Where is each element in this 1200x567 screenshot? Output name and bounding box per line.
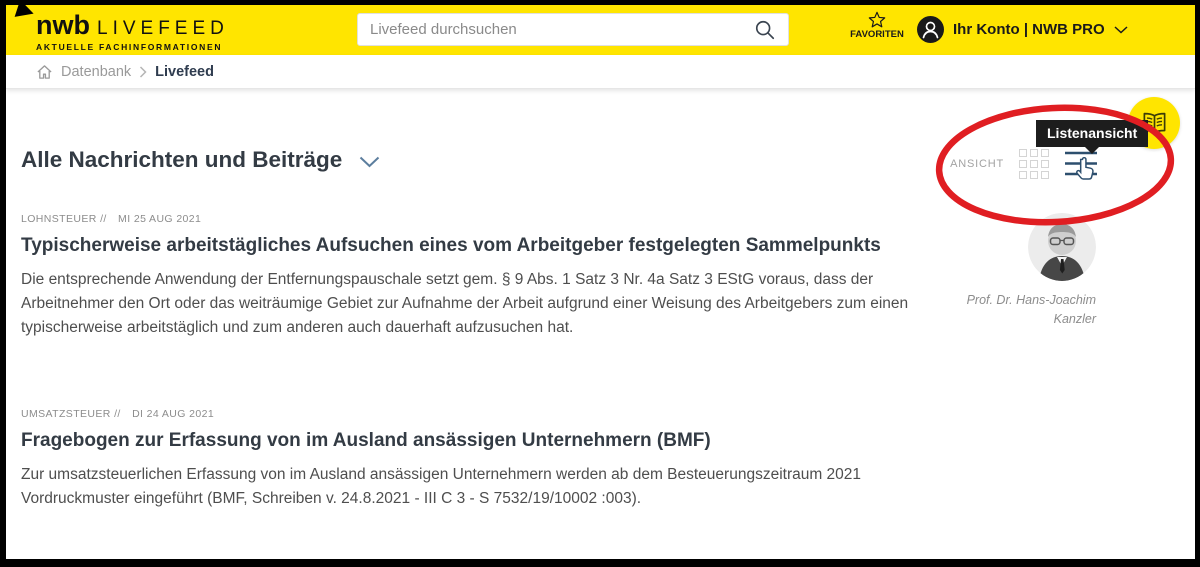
article-category: LOHNSTEUER // (21, 213, 107, 225)
article-date: DI 24 AUG 2021 (132, 407, 215, 420)
nwb-livefeed-logo[interactable] (36, 12, 229, 52)
page (6, 5, 1195, 559)
home-icon[interactable] (36, 64, 53, 80)
article-kicker (21, 408, 941, 420)
breadcrumb-item-datenbank[interactable]: Datenbank (61, 63, 132, 80)
main-content (6, 89, 1195, 559)
author-link[interactable] (946, 213, 1096, 330)
search-icon[interactable] (748, 19, 788, 41)
top-navigation-bar (6, 5, 1195, 55)
author-portrait-image (1028, 213, 1096, 281)
article-item (6, 408, 1195, 511)
breadcrumb-item-livefeed: Livefeed (155, 63, 214, 80)
view-label: ANSICHT (950, 158, 1004, 170)
article-date: MI 25 AUG 2021 (118, 213, 202, 225)
cursor-triangle-icon (15, 5, 37, 22)
page-title: Alle Nachrichten und Beiträge (21, 147, 343, 172)
account-menu[interactable] (917, 16, 1128, 43)
breadcrumb (6, 55, 1195, 89)
search-input[interactable] (358, 21, 748, 38)
user-avatar-icon (917, 16, 944, 43)
view-switcher (950, 149, 1098, 179)
account-label: Ihr Konto | NWB PRO (953, 21, 1105, 38)
logo-tagline: AKTUELLE FACHINFORMATIONEN (36, 42, 223, 52)
grid-view-button[interactable] (1019, 149, 1049, 179)
article-kicker (21, 213, 941, 225)
article-title-link[interactable]: Fragebogen zur Erfassung von im Ausland ansässigen Unternehmern (BMF) (21, 429, 711, 451)
article-category: UMSATZSTEUER // (21, 407, 121, 420)
logo-brand-text: nwb (36, 10, 90, 40)
logo-product-text: LIVEFEED (97, 18, 229, 39)
article-teaser: Die entsprechende Anwendung der Entfernungspauschale setzt gem. § 9 Abs. 1 Satz 3 Nr. 4a Satz 3 EStG voraus, dass der Arbeitnehmer den Ort oder das weiträumige Gebiet zur Aufnahme der Arbeit aufgrund einer Weisung des Arbeitgebers zum einen typischerweise arbeitstäglich und zum anderen auch dauerhaft aufzusuchen hat. (21, 270, 909, 336)
breadcrumb-separator-icon (139, 66, 147, 78)
article-teaser: Zur umsatzsteuerlichen Erfassung von im Ausland ansässigen Unternehmern werden ab dem Besteuerungszeitraum 2021 Vordruckmuster eingeführt (BMF, Schreiben v. 24.8.2021 - III C 3 - S 7532/19/10002 :003). (21, 465, 862, 507)
article-title-link[interactable]: Typischerweise arbeitstägliches Aufsuchen eines vom Arbeitgeber festgelegten Sammelpunkts (21, 235, 881, 256)
chevron-down-icon (1114, 26, 1128, 34)
star-icon (868, 11, 886, 28)
title-dropdown-chevron-icon[interactable] (359, 156, 380, 168)
favorites-label: FAVORITEN (850, 29, 904, 40)
author-name: Prof. Dr. Hans-Joachim Kanzler (966, 293, 1096, 327)
article-item (6, 213, 1195, 340)
tooltip-listenansicht: Listenansicht (1036, 120, 1148, 147)
search-bar (357, 13, 789, 46)
favorites-button[interactable] (844, 11, 910, 40)
